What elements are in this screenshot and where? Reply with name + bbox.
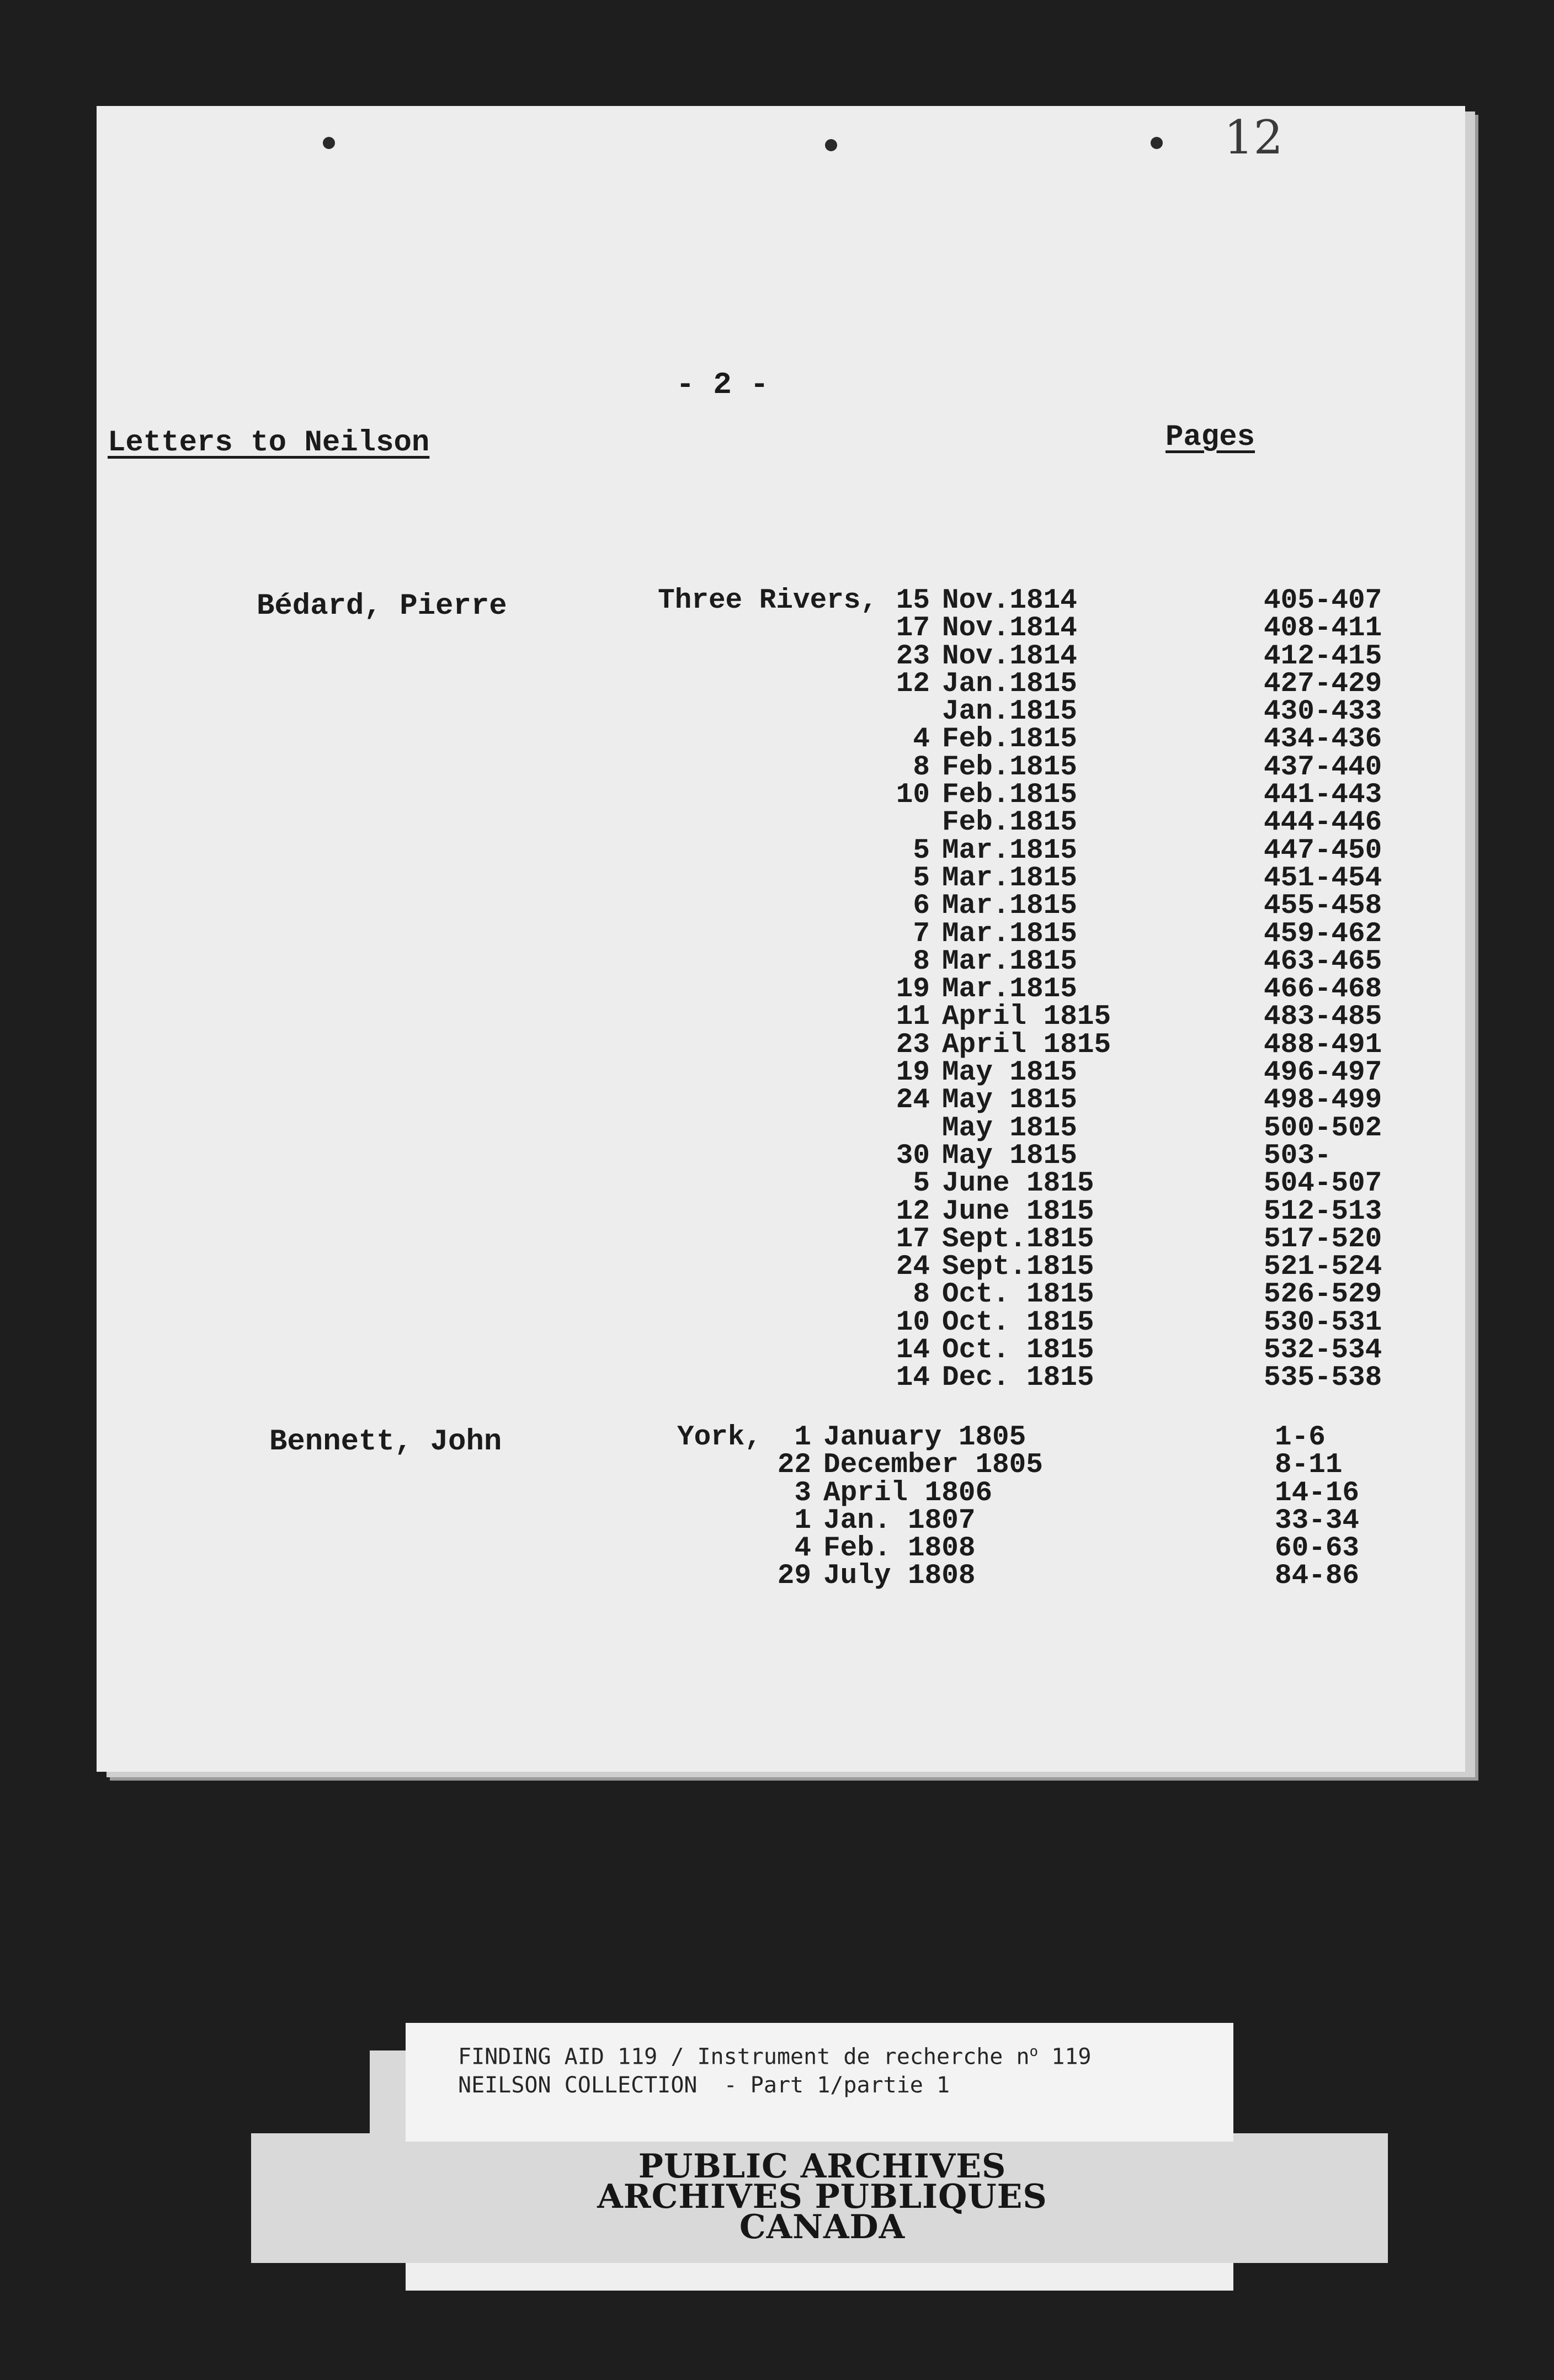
letter-row [670,1533,1360,1565]
letter-row [657,1279,1382,1311]
archives-name-fr: ARCHIVES PUBLIQUES [597,2177,1047,2216]
letter-day: 8 [913,751,930,783]
letter-date: Feb. 1808 [823,1533,976,1565]
letter-row [657,1085,1382,1117]
letter-pages: 500-502 [1264,1112,1382,1144]
finding-aid-superscript: o [1029,2043,1039,2060]
letter-place [657,698,877,726]
letter-day: 23 [896,1029,930,1061]
letter-day: 17 [896,613,930,645]
letter-place [657,948,877,976]
letter-pages: 504-507 [1264,1168,1382,1200]
letter-date: Nov.1814 [942,585,1077,617]
correspondent-name: Bennett, John [269,1425,502,1459]
letter-day: 1 [794,1505,811,1537]
letter-date: Dec. 1815 [942,1362,1094,1394]
letter-row [657,807,1382,839]
letter-list [657,585,1382,1394]
letter-place [657,1032,877,1059]
letter-day [877,698,930,726]
letter-day: 14 [896,1335,930,1367]
letter-date: April 1815 [942,1001,1111,1033]
letter-place [657,1281,877,1309]
letter-row [657,640,1382,672]
letter-place [670,1507,762,1535]
letter-pages: 530-531 [1264,1306,1382,1338]
letter-day: 1 [794,1422,811,1453]
letter-row [657,1140,1332,1172]
letter-place [670,1563,762,1590]
letter-day: 19 [896,1057,930,1089]
letter-row [657,1112,1382,1144]
letter-day: 17 [896,1223,930,1255]
letter-row [657,1251,1382,1283]
letter-row [657,668,1382,700]
letter-place [657,1143,877,1170]
letter-date: Feb.1815 [942,751,1077,783]
letter-row [657,1168,1382,1200]
letter-date: May 1815 [942,1057,1077,1089]
letter-pages: 532-534 [1264,1335,1382,1367]
letter-place [657,1226,877,1253]
letter-day: 19 [896,974,930,1006]
letter-place [657,1170,877,1198]
letter-place [670,1480,762,1507]
letter-row [670,1477,1360,1509]
letter-pages: 526-529 [1264,1279,1382,1311]
letter-place [657,671,877,698]
letter-row [657,724,1382,756]
letter-day: 5 [913,1168,930,1200]
letter-day: 3 [794,1477,811,1509]
letter-place [657,1115,877,1143]
letter-day: 4 [794,1533,811,1565]
letter-pages: 517-520 [1264,1223,1382,1255]
letter-row [670,1560,1360,1592]
letter-pages: 441-443 [1264,779,1382,811]
letter-place [657,1309,877,1337]
letter-pages: 447-450 [1264,835,1382,867]
letter-pages: 427-429 [1264,668,1382,700]
letter-place [657,1364,877,1392]
letter-date: Nov.1814 [942,640,1077,672]
letter-place [657,754,877,782]
label-notch [1233,2050,1388,2133]
punch-hole [1151,137,1163,149]
letter-place [657,782,877,809]
letter-row [657,585,1382,617]
letter-day: 22 [777,1449,811,1481]
finding-aid-text: FINDING AID 119 / Instrument de recherche n [458,2044,1030,2070]
letter-date: Mar.1815 [942,862,1077,894]
letter-pages: 430-433 [1264,696,1382,728]
letter-pages: 455-458 [1264,890,1382,922]
letter-place [657,837,877,865]
finding-aid-line [458,2043,1092,2069]
letter-row [657,1001,1382,1033]
letter-date: Mar.1815 [942,890,1077,922]
letter-date: May 1815 [942,1085,1077,1117]
letter-pages: 521-524 [1264,1251,1382,1283]
letter-row [657,974,1382,1006]
page-number: 12 [1224,110,1283,164]
letter-row [657,1362,1382,1394]
letter-row [670,1505,1360,1537]
letter-place [657,1253,877,1281]
letter-row [657,613,1382,645]
letter-date: Mar.1815 [942,974,1077,1006]
letter-pages: 437-440 [1264,751,1382,783]
letter-place [657,892,877,920]
finding-aid-number: 119 [1038,2044,1092,2070]
letter-date: Mar.1815 [942,945,1077,978]
letter-place [657,1087,877,1114]
letter-pages: 33-34 [1275,1505,1360,1537]
letter-date: December 1805 [823,1449,1043,1481]
letter-date: Sept.1815 [942,1223,1094,1255]
letter-pages: 503- [1264,1140,1332,1172]
page-marker: - 2 - [676,367,769,402]
letter-pages: 1-6 [1275,1422,1326,1453]
letter-day: 15 [896,585,930,617]
pages-column-header: Pages [1166,421,1255,454]
letter-day: 14 [896,1362,930,1394]
letter-pages: 412-415 [1264,640,1382,672]
letter-pages: 463-465 [1264,945,1382,978]
letter-pages: 496-497 [1264,1057,1382,1089]
letter-place [657,809,877,837]
letter-day: 5 [913,835,930,867]
letter-date: Feb.1815 [942,779,1077,811]
letter-pages: 466-468 [1264,974,1382,1006]
letter-date: Mar.1815 [942,918,1077,950]
letter-row [670,1422,1326,1453]
letter-place [657,1337,877,1364]
letter-day: 11 [896,1001,930,1033]
letter-day: 5 [913,862,930,894]
letter-date: Oct. 1815 [942,1335,1094,1367]
letter-row [657,918,1382,950]
letter-pages: 84-86 [1275,1560,1360,1592]
archives-country: CANADA [739,2208,906,2246]
letter-row [657,1335,1382,1367]
letter-pages: 8-11 [1275,1449,1343,1481]
letter-date: April 1815 [942,1029,1111,1061]
letter-day: 4 [913,724,930,756]
letter-row [670,1449,1343,1481]
letter-date: Oct. 1815 [942,1279,1094,1311]
letter-pages: 498-499 [1264,1085,1382,1117]
letter-date: Feb.1815 [942,724,1077,756]
letter-place [670,1535,762,1563]
letter-date: May 1815 [942,1112,1077,1144]
letter-row [657,1196,1382,1228]
letter-row [657,779,1382,811]
letter-place [657,1059,877,1087]
letter-day [877,809,930,837]
letter-day: 29 [777,1560,811,1592]
letter-row [657,1057,1382,1089]
letter-row [657,890,1382,922]
letter-date: Jan.1815 [942,668,1077,700]
letter-day: 8 [913,1279,930,1311]
letter-day: 6 [913,890,930,922]
letter-date: June 1815 [942,1168,1094,1200]
letter-day: 12 [896,668,930,700]
letter-place [657,726,877,753]
letter-row [657,1306,1382,1338]
letter-place [670,1452,762,1479]
letter-place [657,643,877,671]
letter-date: April 1806 [823,1477,993,1509]
letter-row [657,835,1382,867]
letter-pages: 444-446 [1264,807,1382,839]
letter-pages: 60-63 [1275,1533,1360,1565]
letter-pages: 14-16 [1275,1477,1360,1509]
letter-day: 24 [896,1085,930,1117]
letter-place [657,921,877,948]
punch-hole [323,137,335,149]
letter-day [877,1115,930,1143]
letter-pages: 408-411 [1264,613,1382,645]
label-notch [251,2050,370,2133]
letter-place [657,1198,877,1226]
letter-day: 23 [896,640,930,672]
letter-date: Jan.1815 [942,696,1077,728]
letter-date: July 1808 [823,1560,976,1592]
letter-row [657,696,1382,728]
letter-date: January 1805 [823,1422,1026,1453]
letter-date: Jan. 1807 [823,1505,976,1537]
letter-row [657,1029,1382,1061]
letter-date: May 1815 [942,1140,1077,1172]
letter-pages: 459-462 [1264,918,1382,950]
letter-place [657,976,877,1003]
letter-day: 10 [896,1306,930,1338]
letter-day: 24 [896,1251,930,1283]
letter-pages: 451-454 [1264,862,1382,894]
letter-pages: 535-538 [1264,1362,1382,1394]
letter-day: 8 [913,945,930,978]
archives-name-en: PUBLIC ARCHIVES [638,2147,1007,2186]
letter-row [657,1223,1382,1255]
letter-pages: 512-513 [1264,1196,1382,1228]
letter-place: Three Rivers, [658,585,877,617]
letter-day: 7 [913,918,930,950]
section-title: Letters to Neilson [108,426,430,460]
letter-list [670,1422,1360,1592]
letter-date: Oct. 1815 [942,1306,1094,1338]
letter-row [657,945,1382,978]
letter-row [657,751,1382,783]
letter-place [657,615,877,642]
letter-place: York, [677,1422,762,1453]
letter-day: 10 [896,779,930,811]
letter-date: Sept.1815 [942,1251,1094,1283]
collection-line: NEILSON COLLECTION - Part 1/partie 1 [458,2073,950,2098]
letter-pages: 483-485 [1264,1001,1382,1033]
letter-pages: 434-436 [1264,724,1382,756]
letter-pages: 488-491 [1264,1029,1382,1061]
letter-pages: 405-407 [1264,585,1382,617]
letter-date: June 1815 [942,1196,1094,1228]
letter-row [657,862,1382,894]
letter-day: 30 [896,1140,930,1172]
letter-date: Nov.1814 [942,613,1077,645]
letter-place [657,1003,877,1031]
letter-date: Feb.1815 [942,807,1077,839]
label-bottom-strip [406,2263,1233,2291]
correspondent-name: Bédard, Pierre [257,589,507,623]
letter-date: Mar.1815 [942,835,1077,867]
punch-hole [825,139,837,151]
letter-day: 12 [896,1196,930,1228]
letter-place [657,865,877,892]
